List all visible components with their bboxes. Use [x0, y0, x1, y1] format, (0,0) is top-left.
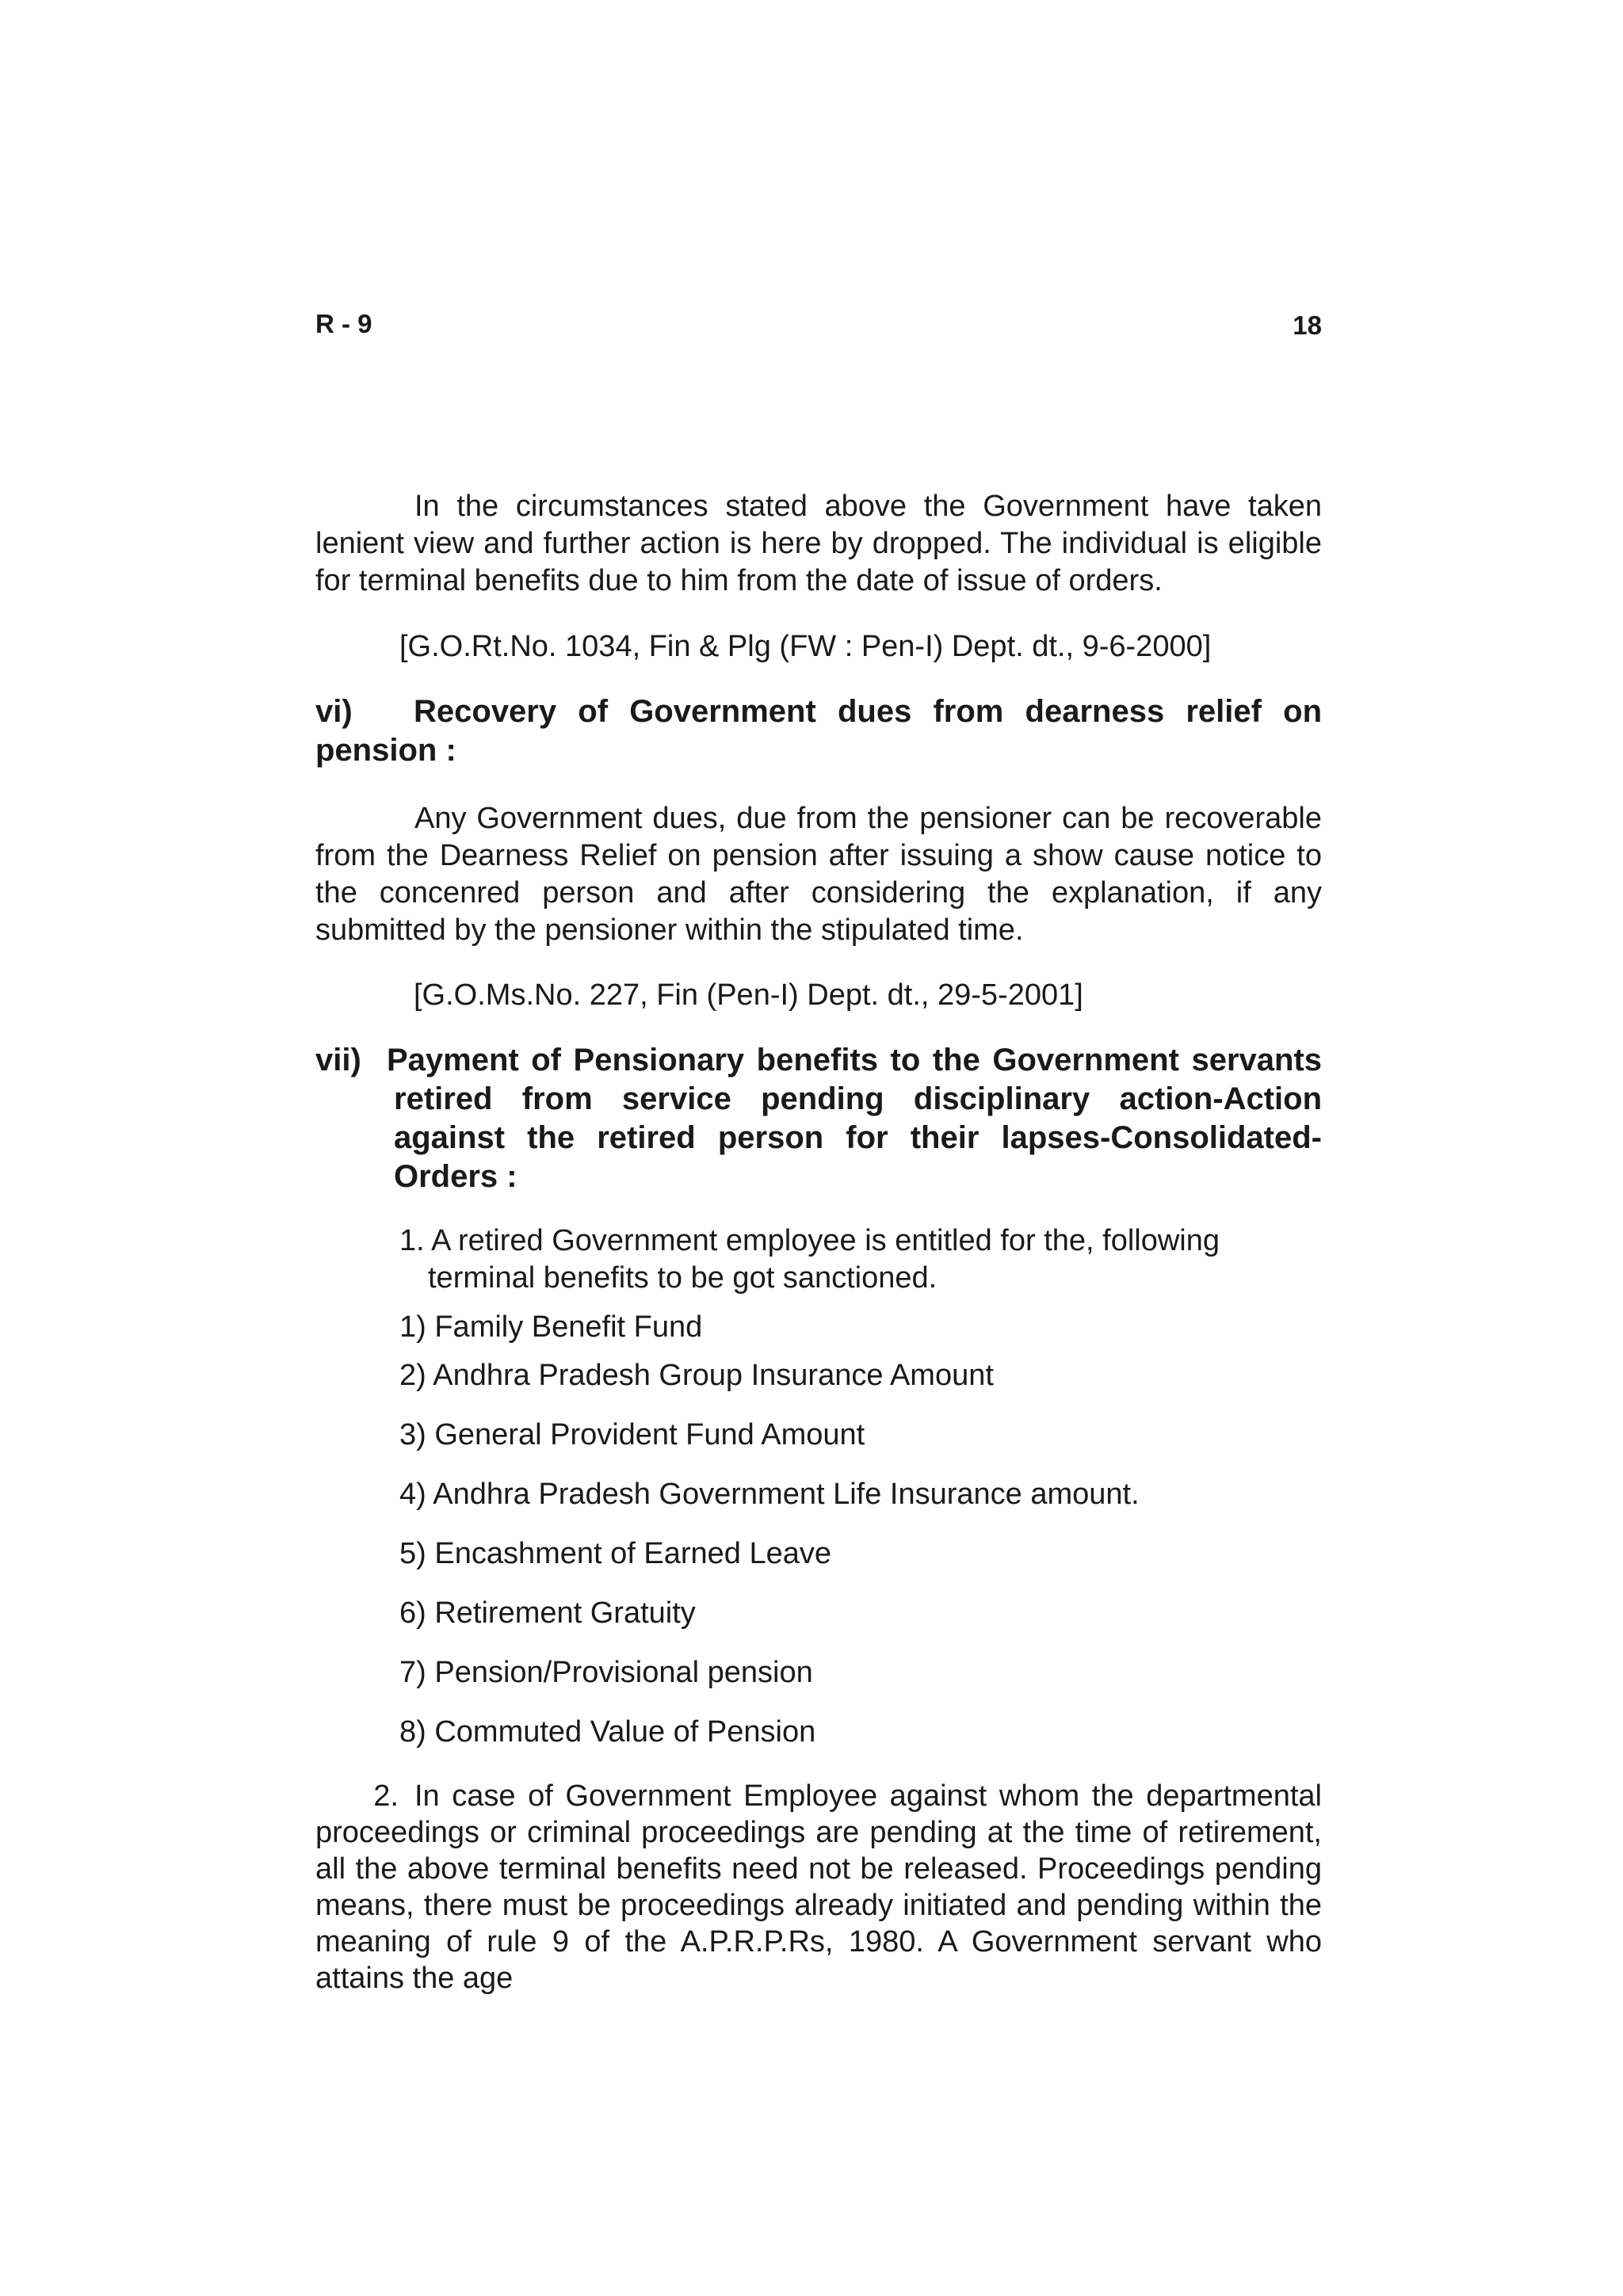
benefit-item: 1) Family Benefit Fund	[399, 1310, 703, 1344]
section-vii-heading-line1	[315, 1041, 1322, 1080]
section-vii-title-rest: retired from service pending disciplinary action-Action against the retired person for their lapses-Consolidated- Orders :	[394, 1081, 1322, 1194]
benefit-item: 7) Pension/Provisional pension	[399, 1656, 813, 1689]
benefit-item: 6) Retirement Gratuity	[399, 1596, 696, 1630]
section-vi-heading-line1	[315, 692, 1322, 731]
point-1	[399, 1222, 1271, 1297]
section-vi-title-line2: pension :	[315, 733, 456, 768]
point-1-line1: 1. A retired Government employee is entitled for the, following	[399, 1224, 1220, 1257]
benefit-item: 2) Andhra Pradesh Group Insurance Amount	[399, 1359, 994, 1392]
citation-go-rt-1034: [G.O.Rt.No. 1034, Fin & Plg (FW : Pen-I) Dept. dt., 9-6-2000]	[399, 630, 1212, 663]
section-vi-heading	[315, 692, 1322, 770]
point-2-number: 2.	[373, 1779, 399, 1813]
benefit-item: 4) Andhra Pradesh Government Life Insurance amount.	[399, 1478, 1140, 1511]
section-vii-heading	[315, 1041, 1322, 1196]
citation-go-ms-227: [G.O.Ms.No. 227, Fin (Pen-I) Dept. dt., 29-5-2001]	[414, 978, 1083, 1012]
header-rule-label: R - 9	[315, 309, 372, 338]
point-2-text: In case of Government Employee against whom the departmental proceedings or criminal proceedings are pending at the time of retirement, all the above terminal benefits need not be released. Proceedings pending means, there must be proceedings already initiated and pending within the meaning of rule 9 of the A.P.R.P.Rs, 1980. A Government servant who attains the age	[315, 1779, 1322, 1995]
section-vii-label: vii)	[315, 1043, 361, 1077]
point-2-paragraph	[315, 1778, 1322, 1997]
paragraph-lenient-view: In the circumstances stated above the Government have taken lenient view and further action is here by dropped. The individual is eligible for terminal benefits due to him from the date of issue of orders.	[315, 490, 1322, 597]
benefit-item: 8) Commuted Value of Pension	[399, 1715, 816, 1749]
paragraph-dues-recovery: Any Government dues, due from the pensioner can be recoverable from the Dearness Relief on pension after issuing a show cause notice to the concenred person and after considering the explanation, if any submitted by the pensioner within the stipulated time.	[315, 802, 1322, 947]
page-number: 18	[1293, 311, 1322, 340]
point-1-line2: terminal benefits to be got sanctioned.	[428, 1261, 938, 1295]
section-vi-label: vi)	[315, 694, 353, 729]
section-vi-title-line1: Recovery of Government dues from dearness relief on	[414, 694, 1322, 729]
section-vii-title-line1: Payment of Pensionary benefits to the Government servants	[387, 1043, 1322, 1077]
benefit-item: 3) General Provident Fund Amount	[399, 1418, 865, 1451]
benefit-item: 5) Encashment of Earned Leave	[399, 1537, 832, 1570]
